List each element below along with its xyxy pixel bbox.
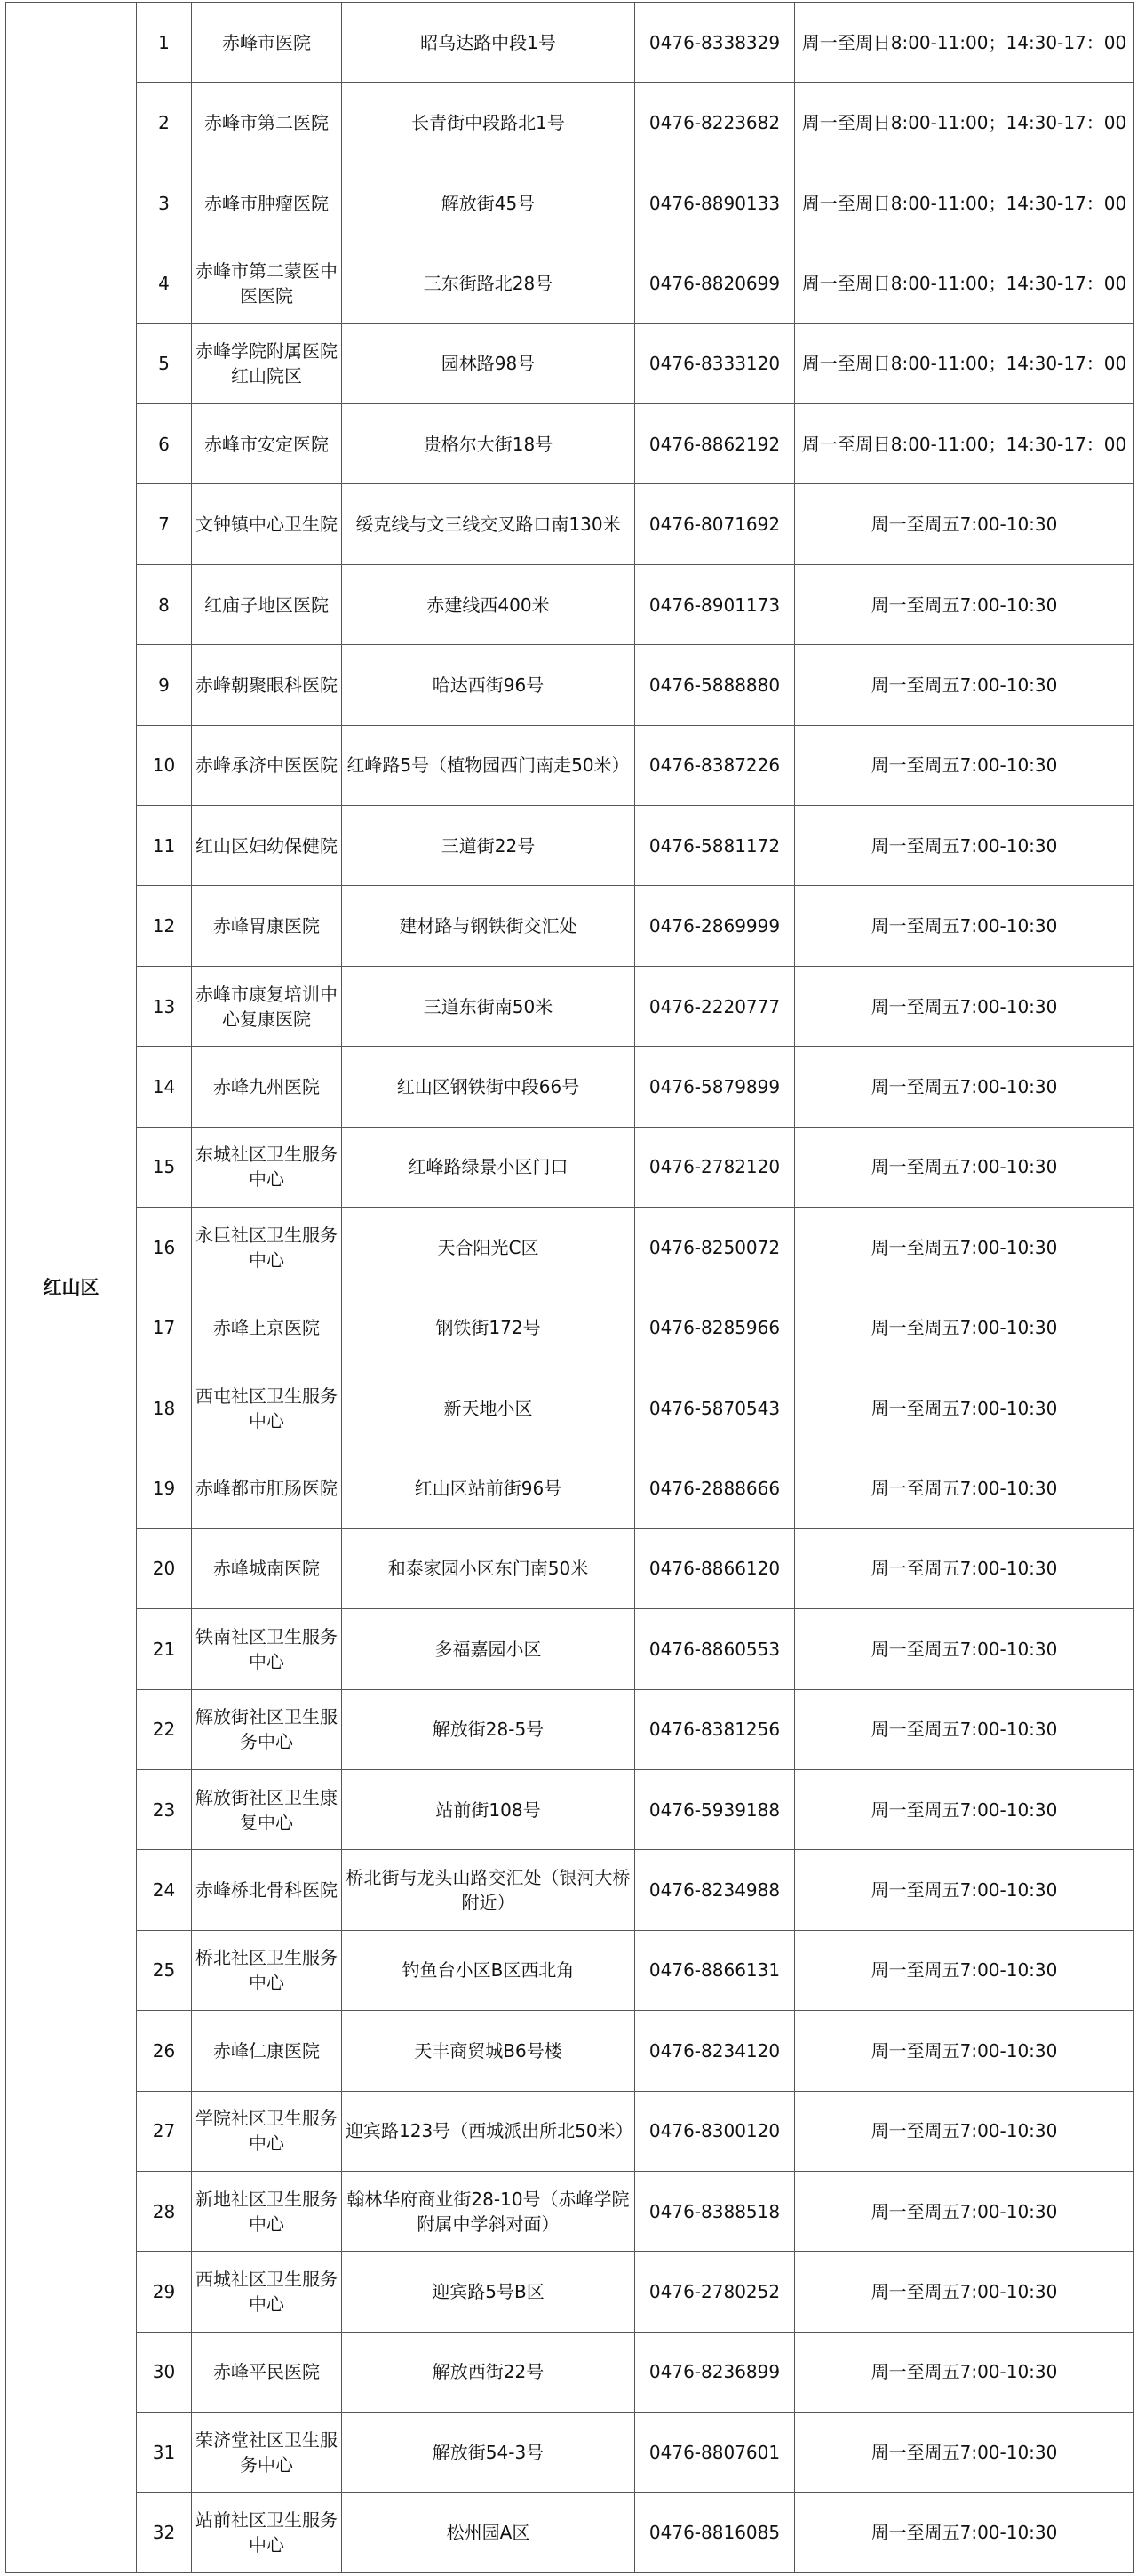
row-number: 31 bbox=[137, 2413, 192, 2492]
hospital-phone: 0476-5870543 bbox=[635, 1368, 795, 1448]
row-number: 7 bbox=[137, 484, 192, 564]
hospital-name: 赤峰市康复培训中心复康医院 bbox=[192, 966, 342, 1046]
hospital-phone: 0476-8300120 bbox=[635, 2091, 795, 2171]
table-row bbox=[6, 1448, 1134, 1528]
row-number: 17 bbox=[137, 1288, 192, 1368]
hospital-address: 哈达西街96号 bbox=[342, 645, 635, 725]
hospital-address: 松州园A区 bbox=[342, 2492, 635, 2572]
hospital-address: 绥克线与文三线交叉路口南130米 bbox=[342, 484, 635, 564]
table-row bbox=[6, 1689, 1134, 1769]
hospital-address: 桥北街与龙头山路交汇处（银河大桥附近） bbox=[342, 1850, 635, 1930]
hospital-phone: 0476-8866120 bbox=[635, 1528, 795, 1608]
row-number: 5 bbox=[137, 323, 192, 403]
hospital-name: 赤峰城南医院 bbox=[192, 1528, 342, 1608]
hospital-name: 赤峰平民医院 bbox=[192, 2332, 342, 2412]
hospital-phone: 0476-2869999 bbox=[635, 886, 795, 966]
hospital-phone: 0476-5879899 bbox=[635, 1047, 795, 1127]
table-row bbox=[6, 1769, 1134, 1849]
row-number: 28 bbox=[137, 2171, 192, 2251]
hospital-name: 红庙子地区医院 bbox=[192, 564, 342, 644]
table-row bbox=[6, 1047, 1134, 1127]
hospital-name: 赤峰市肿瘤医院 bbox=[192, 163, 342, 243]
hospital-phone: 0476-2220777 bbox=[635, 966, 795, 1046]
hospital-address: 和泰家园小区东门南50米 bbox=[342, 1528, 635, 1608]
hospital-address: 解放街28-5号 bbox=[342, 1689, 635, 1769]
table-row bbox=[6, 163, 1134, 243]
hospital-name: 赤峰都市肛肠医院 bbox=[192, 1448, 342, 1528]
hospital-name: 赤峰仁康医院 bbox=[192, 2011, 342, 2091]
hospital-phone: 0476-8333120 bbox=[635, 323, 795, 403]
hospital-hours: 周一至周五7:00-10:30 bbox=[795, 1047, 1134, 1127]
table-row bbox=[6, 645, 1134, 725]
hospital-phone: 0476-8223682 bbox=[635, 83, 795, 163]
hospital-address: 迎宾路5号B区 bbox=[342, 2252, 635, 2332]
hospital-phone: 0476-5881172 bbox=[635, 806, 795, 886]
table-row bbox=[6, 725, 1134, 805]
table-row bbox=[6, 564, 1134, 644]
table-row bbox=[6, 1930, 1134, 2010]
hospital-name: 解放街社区卫生服务中心 bbox=[192, 1689, 342, 1769]
hospital-name: 学院社区卫生服务中心 bbox=[192, 2091, 342, 2171]
hospital-name: 西城社区卫生服务中心 bbox=[192, 2252, 342, 2332]
hospital-name: 赤峰承济中医医院 bbox=[192, 725, 342, 805]
hospital-address: 钓鱼台小区B区西北角 bbox=[342, 1930, 635, 2010]
hospital-address: 解放西街22号 bbox=[342, 2332, 635, 2412]
hospital-phone: 0476-2780252 bbox=[635, 2252, 795, 2332]
hospital-address: 园林路98号 bbox=[342, 323, 635, 403]
hospital-phone: 0476-5939188 bbox=[635, 1769, 795, 1849]
table-row bbox=[6, 1288, 1134, 1368]
hospital-phone: 0476-8816085 bbox=[635, 2492, 795, 2572]
table-row bbox=[6, 484, 1134, 564]
hospital-name: 赤峰市第二蒙医中医医院 bbox=[192, 243, 342, 323]
hospital-name: 赤峰市医院 bbox=[192, 3, 342, 83]
hospital-hours: 周一至周五7:00-10:30 bbox=[795, 2011, 1134, 2091]
hospital-address: 新天地小区 bbox=[342, 1368, 635, 1448]
hospital-phone: 0476-8381256 bbox=[635, 1689, 795, 1769]
hospital-phone: 0476-8820699 bbox=[635, 243, 795, 323]
table-row bbox=[6, 966, 1134, 1046]
hospital-hours: 周一至周日8:00-11:00；14:30-17：00 bbox=[795, 83, 1134, 163]
hospital-hours: 周一至周五7:00-10:30 bbox=[795, 725, 1134, 805]
hospital-hours: 周一至周五7:00-10:30 bbox=[795, 886, 1134, 966]
hospital-phone: 0476-8862192 bbox=[635, 404, 795, 484]
hospital-name: 铁南社区卫生服务中心 bbox=[192, 1609, 342, 1689]
row-number: 12 bbox=[137, 886, 192, 966]
hospital-phone: 0476-2782120 bbox=[635, 1127, 795, 1207]
hospital-phone: 0476-8250072 bbox=[635, 1208, 795, 1288]
table-row bbox=[6, 2091, 1134, 2171]
hospital-phone: 0476-8338329 bbox=[635, 3, 795, 83]
hospital-hours: 周一至周五7:00-10:30 bbox=[795, 2091, 1134, 2171]
hospital-phone: 0476-8234120 bbox=[635, 2011, 795, 2091]
hospital-phone: 0476-8236899 bbox=[635, 2332, 795, 2412]
row-number: 3 bbox=[137, 163, 192, 243]
hospital-phone: 0476-8866131 bbox=[635, 1930, 795, 2010]
hospital-hours: 周一至周五7:00-10:30 bbox=[795, 1127, 1134, 1207]
hospital-name: 文钟镇中心卫生院 bbox=[192, 484, 342, 564]
hospital-hours: 周一至周日8:00-11:00；14:30-17：00 bbox=[795, 3, 1134, 83]
table-row bbox=[6, 1208, 1134, 1288]
row-number: 4 bbox=[137, 243, 192, 323]
row-number: 24 bbox=[137, 1850, 192, 1930]
hospital-hours: 周一至周五7:00-10:30 bbox=[795, 1208, 1134, 1288]
hospital-hours: 周一至周五7:00-10:30 bbox=[795, 1850, 1134, 1930]
hospital-hours: 周一至周日8:00-11:00；14:30-17：00 bbox=[795, 404, 1134, 484]
hospital-name: 西屯社区卫生服务中心 bbox=[192, 1368, 342, 1448]
hospital-address: 赤建线西400米 bbox=[342, 564, 635, 644]
hospital-address: 迎宾路123号（西城派出所北50米） bbox=[342, 2091, 635, 2171]
hospital-hours: 周一至周五7:00-10:30 bbox=[795, 1769, 1134, 1849]
hospital-address: 站前街108号 bbox=[342, 1769, 635, 1849]
table-row bbox=[6, 1368, 1134, 1448]
hospital-name: 桥北社区卫生服务中心 bbox=[192, 1930, 342, 2010]
hospital-address: 钢铁街172号 bbox=[342, 1288, 635, 1368]
hospital-phone: 0476-8071692 bbox=[635, 484, 795, 564]
hospital-name: 赤峰学院附属医院红山院区 bbox=[192, 323, 342, 403]
hospital-hours: 周一至周五7:00-10:30 bbox=[795, 1288, 1134, 1368]
hospital-hours: 周一至周五7:00-10:30 bbox=[795, 1528, 1134, 1608]
hospital-phone: 0476-8234988 bbox=[635, 1850, 795, 1930]
row-number: 20 bbox=[137, 1528, 192, 1608]
hospital-address: 建材路与钢铁街交汇处 bbox=[342, 886, 635, 966]
hospital-address: 红山区站前街96号 bbox=[342, 1448, 635, 1528]
table-row bbox=[6, 886, 1134, 966]
table-row bbox=[6, 3, 1134, 83]
hospital-name: 东城社区卫生服务中心 bbox=[192, 1127, 342, 1207]
table-row bbox=[6, 1127, 1134, 1207]
hospital-phone: 0476-2888666 bbox=[635, 1448, 795, 1528]
hospital-name: 赤峰市第二医院 bbox=[192, 83, 342, 163]
hospital-name: 赤峰市安定医院 bbox=[192, 404, 342, 484]
hospital-address: 解放街45号 bbox=[342, 163, 635, 243]
hospital-phone: 0476-8387226 bbox=[635, 725, 795, 805]
table-row bbox=[6, 806, 1134, 886]
hospital-address: 红山区钢铁街中段66号 bbox=[342, 1047, 635, 1127]
hospital-name: 新地社区卫生服务中心 bbox=[192, 2171, 342, 2251]
hospital-hours: 周一至周五7:00-10:30 bbox=[795, 564, 1134, 644]
hospital-name: 赤峰九州医院 bbox=[192, 1047, 342, 1127]
row-number: 6 bbox=[137, 404, 192, 484]
row-number: 23 bbox=[137, 1769, 192, 1849]
hospital-name: 红山区妇幼保健院 bbox=[192, 806, 342, 886]
hospital-hours: 周一至周日8:00-11:00；14:30-17：00 bbox=[795, 323, 1134, 403]
hospital-hours: 周一至周五7:00-10:30 bbox=[795, 2332, 1134, 2412]
hospital-address: 三道东街南50米 bbox=[342, 966, 635, 1046]
table-row bbox=[6, 1609, 1134, 1689]
row-number: 8 bbox=[137, 564, 192, 644]
hospital-hours: 周一至周五7:00-10:30 bbox=[795, 484, 1134, 564]
hospital-address: 解放街54-3号 bbox=[342, 2413, 635, 2492]
hospital-phone: 0476-5888880 bbox=[635, 645, 795, 725]
hospital-name: 赤峰胃康医院 bbox=[192, 886, 342, 966]
hospital-phone: 0476-8890133 bbox=[635, 163, 795, 243]
row-number: 2 bbox=[137, 83, 192, 163]
table-row bbox=[6, 243, 1134, 323]
hospital-address: 天合阳光C区 bbox=[342, 1208, 635, 1288]
table-row bbox=[6, 404, 1134, 484]
hospital-address: 多福嘉园小区 bbox=[342, 1609, 635, 1689]
hospital-name: 赤峰上京医院 bbox=[192, 1288, 342, 1368]
table-row bbox=[6, 2413, 1134, 2492]
row-number: 18 bbox=[137, 1368, 192, 1448]
hospital-hours: 周一至周五7:00-10:30 bbox=[795, 1930, 1134, 2010]
hospital-hours: 周一至周五7:00-10:30 bbox=[795, 2171, 1134, 2251]
row-number: 14 bbox=[137, 1047, 192, 1127]
hospital-name: 永巨社区卫生服务中心 bbox=[192, 1208, 342, 1288]
district-cell: 红山区 bbox=[6, 3, 137, 2573]
hospital-hours: 周一至周日8:00-11:00；14:30-17：00 bbox=[795, 243, 1134, 323]
hospital-hours: 周一至周五7:00-10:30 bbox=[795, 1609, 1134, 1689]
hospital-hours: 周一至周日8:00-11:00；14:30-17：00 bbox=[795, 163, 1134, 243]
row-number: 22 bbox=[137, 1689, 192, 1769]
row-number: 9 bbox=[137, 645, 192, 725]
table-row bbox=[6, 323, 1134, 403]
table-row bbox=[6, 1528, 1134, 1608]
row-number: 1 bbox=[137, 3, 192, 83]
hospital-address: 红峰路绿景小区门口 bbox=[342, 1127, 635, 1207]
hospital-hours: 周一至周五7:00-10:30 bbox=[795, 806, 1134, 886]
table-row bbox=[6, 2171, 1134, 2251]
hospital-phone: 0476-8860553 bbox=[635, 1609, 795, 1689]
hospital-table bbox=[5, 2, 1134, 2573]
hospital-hours: 周一至周五7:00-10:30 bbox=[795, 2413, 1134, 2492]
hospital-phone: 0476-8901173 bbox=[635, 564, 795, 644]
row-number: 27 bbox=[137, 2091, 192, 2171]
hospital-name: 解放街社区卫生康复中心 bbox=[192, 1769, 342, 1849]
hospital-phone: 0476-8285966 bbox=[635, 1288, 795, 1368]
hospital-hours: 周一至周五7:00-10:30 bbox=[795, 1689, 1134, 1769]
row-number: 32 bbox=[137, 2492, 192, 2572]
table-body bbox=[6, 3, 1134, 2573]
table-row bbox=[6, 2332, 1134, 2412]
hospital-hours: 周一至周五7:00-10:30 bbox=[795, 2252, 1134, 2332]
hospital-name: 站前社区卫生服务中心 bbox=[192, 2492, 342, 2572]
row-number: 30 bbox=[137, 2332, 192, 2412]
hospital-address: 天丰商贸城B6号楼 bbox=[342, 2011, 635, 2091]
row-number: 19 bbox=[137, 1448, 192, 1528]
hospital-address: 三道街22号 bbox=[342, 806, 635, 886]
hospital-address: 长青街中段路北1号 bbox=[342, 83, 635, 163]
table-row bbox=[6, 83, 1134, 163]
row-number: 13 bbox=[137, 966, 192, 1046]
hospital-address: 三东街路北28号 bbox=[342, 243, 635, 323]
table-row bbox=[6, 2492, 1134, 2572]
row-number: 25 bbox=[137, 1930, 192, 2010]
row-number: 26 bbox=[137, 2011, 192, 2091]
hospital-name: 荣济堂社区卫生服务中心 bbox=[192, 2413, 342, 2492]
hospital-hours: 周一至周五7:00-10:30 bbox=[795, 2492, 1134, 2572]
hospital-address: 昭乌达路中段1号 bbox=[342, 3, 635, 83]
table-row bbox=[6, 2011, 1134, 2091]
hospital-address: 贵格尔大街18号 bbox=[342, 404, 635, 484]
table-row bbox=[6, 1850, 1134, 1930]
table-row bbox=[6, 2252, 1134, 2332]
row-number: 15 bbox=[137, 1127, 192, 1207]
hospital-address: 翰林华府商业街28-10号（赤峰学院附属中学斜对面） bbox=[342, 2171, 635, 2251]
row-number: 10 bbox=[137, 725, 192, 805]
row-number: 21 bbox=[137, 1609, 192, 1689]
hospital-hours: 周一至周五7:00-10:30 bbox=[795, 1368, 1134, 1448]
hospital-phone: 0476-8807601 bbox=[635, 2413, 795, 2492]
hospital-name: 赤峰朝聚眼科医院 bbox=[192, 645, 342, 725]
row-number: 11 bbox=[137, 806, 192, 886]
hospital-hours: 周一至周五7:00-10:30 bbox=[795, 966, 1134, 1046]
hospital-hours: 周一至周五7:00-10:30 bbox=[795, 1448, 1134, 1528]
hospital-phone: 0476-8388518 bbox=[635, 2171, 795, 2251]
row-number: 29 bbox=[137, 2252, 192, 2332]
hospital-name: 赤峰桥北骨科医院 bbox=[192, 1850, 342, 1930]
hospital-hours: 周一至周五7:00-10:30 bbox=[795, 645, 1134, 725]
row-number: 16 bbox=[137, 1208, 192, 1288]
hospital-address: 红峰路5号（植物园西门南走50米） bbox=[342, 725, 635, 805]
